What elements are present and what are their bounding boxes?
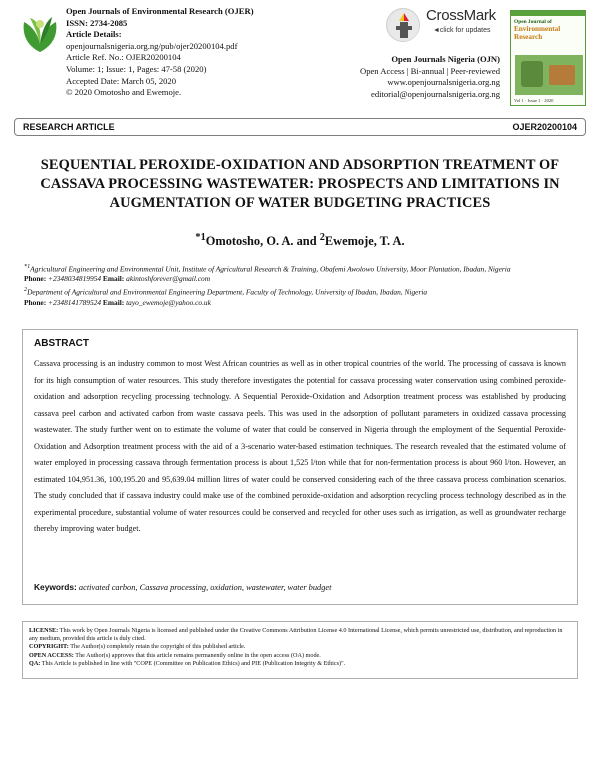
- cover-band: [511, 11, 585, 16]
- open-access-label: OPEN ACCESS:: [29, 651, 74, 659]
- copyright-label: COPYRIGHT:: [29, 643, 69, 651]
- cover-line3: Research: [514, 33, 543, 42]
- accepted-date: Accepted Date: March 05, 2020: [66, 75, 177, 86]
- cover-footer: Vol 1 · Issue 1 · 2020: [514, 98, 554, 103]
- email1[interactable]: akintoshforever@gmail.com: [124, 274, 211, 284]
- phone1: +2348034819954: [46, 274, 103, 284]
- license-line: [29, 627, 571, 643]
- journal-meta: [66, 6, 254, 99]
- license-label: LICENSE:: [29, 627, 59, 634]
- publisher-website[interactable]: www.openjournalsnigeria.org.ng: [387, 77, 500, 88]
- article-type-bar: [14, 118, 586, 136]
- phone2: +2348141789524: [46, 297, 103, 307]
- qa-label: QA:: [29, 659, 41, 667]
- phone1-label: Phone:: [24, 274, 47, 284]
- cover-title: [514, 19, 584, 41]
- keywords-label: Keywords:: [34, 582, 77, 592]
- license-text: This work by Open Journals Nigeria is licensed and published under the Creative Commons Attribution License 4.0 International License, which permits unrestricted use, distribution, and reproduction in any medium, provided this article is duly cited.: [29, 627, 563, 643]
- open-access-text: The Author(s) approves that this article remains permanently online in the open access (OA) mode.: [73, 651, 321, 659]
- qa-notice: [29, 660, 571, 668]
- keywords-list: activated carbon, Cassava processing, oxidation, wastewater, water budget: [76, 583, 332, 592]
- author2-sup: 2: [319, 232, 325, 243]
- author1-sup: *1: [195, 232, 206, 243]
- article-url[interactable]: openjournalsnigeria.org.ng/pub/ojer20200104.pdf: [66, 40, 238, 51]
- aff1-text: Agricultural Engineering and Environmental Unit, Institute of Agricultural Research & Training, Obafemi Awolowo University, Moor Plantation, Ibadan, Nigeria: [30, 264, 511, 274]
- publisher-name: Open Journals Nigeria (OJN): [391, 54, 500, 64]
- publisher-info: [360, 54, 500, 100]
- paper-title: SEQUENTIAL PEROXIDE-OXIDATION AND ADSORPTION TREATMENT OF CASSAVA PROCESSING WASTEWATER: PROSPECTS AND LIMITATIONS IN AUGMENTATION OF WATER BUDGETING PRACTICES: [40, 157, 560, 211]
- aff2-text: Department of Agricultural and Environmental Engineering Department, Faculty of Technology, University of Ibadan, Ibadan, Nigeria: [27, 287, 428, 297]
- article-details-label: Article Details:: [66, 29, 122, 40]
- aff1-sup: *1: [24, 264, 31, 270]
- publisher-email[interactable]: editorial@openjournalsnigeria.org.ng: [371, 88, 500, 99]
- phone2-label: Phone:: [24, 297, 47, 307]
- copyright-line: © 2020 Omotosho and Ewemoje.: [66, 87, 182, 98]
- article-code: OJER20200104: [512, 122, 577, 132]
- volume-line: Volume: 1; Issue: 1, Pages: 47-58 (2020): [66, 63, 207, 74]
- abstract-text: Cassava processing is an industry common to most West African countries as well as in other tropical countries of the world. The processing of cassava is known for its high consumption of water resources. This study therefore investigates the potential for cassava processing water conservation using combined peroxide-oxidation and adsorption recycling processing technology. A Sequential Peroxide-Oxidation and Adsorption treatment process was established by producing cassava peel carbon and activated carbon from waste cassava peels. This was used in the adsorption of pollutant parameters in oxidized cassava processing wastewater. The study further went on to estimate the volume of water that could be conserved in Nigeria through the employment of the Sequential Peroxide-Oxidation and Adsorption treatment process with the aid of a 3-scenario water-based estimation techniques. The research revealed that the estimated volume of water employed in processing cassava through fermentation process is about 1,525 l/ton while that for non-fermentation process is about 960 l/ton. However, an estimated 104,951.36, 100,195.20 and 95,639.04 million litres of water could be conserved considering each of the three cassava process combination scenarios. The study concluded that if cassava industry could make use of the combined peroxide-oxidation and adsorption recycling process technology described as in the experimental procedure, substantial volume of water resources could be conserved and recycled for other uses such as irrigation, as well as groundwater recharge thereby improving water budget.: [34, 359, 566, 533]
- author1: Omotosho, O. A. and: [205, 234, 320, 249]
- email1-label: Email:: [102, 274, 125, 284]
- email2[interactable]: tayo_ewemoje@yahoo.co.uk: [124, 297, 211, 307]
- author2: Ewemoje, T. A.: [324, 234, 405, 249]
- affiliation-2: [24, 286, 580, 307]
- journal-name: Open Journals of Environmental Research (OJER): [66, 6, 254, 16]
- abstract-heading: ABSTRACT: [34, 338, 89, 349]
- affiliation-1: [24, 263, 580, 284]
- aff2-sup: 2: [24, 287, 28, 294]
- publisher-tagline: Open Access | Bi-annual | Peer-reviewed: [359, 65, 500, 76]
- qa-text: This Article is published in line with "COPE (Committee on Publication Ethics) and PIE (Publication Integrity & Ethics)".: [40, 659, 346, 667]
- article-ref: Article Ref. No.: OJER20200104: [66, 52, 181, 63]
- cover-line1: Open Journal of: [514, 19, 552, 25]
- affiliations: [24, 263, 580, 310]
- license-box: [22, 621, 578, 679]
- copyright-notice: [29, 643, 571, 651]
- journal-cover: [510, 10, 586, 106]
- abstract-box: [22, 329, 578, 605]
- page-header: [14, 6, 586, 112]
- open-access-notice: [29, 652, 571, 660]
- crossmark-subtitle: ◄click for updates: [433, 27, 491, 34]
- ojn-logo-icon: [18, 12, 62, 56]
- crossmark-icon: [386, 8, 420, 42]
- email2-label: Email:: [102, 297, 125, 307]
- keywords: [34, 582, 331, 592]
- cover-line2: Environmental: [514, 25, 561, 34]
- article-type: RESEARCH ARTICLE: [23, 122, 115, 132]
- copyright-text: The Author(s) completely retain the copyright of this published article.: [68, 643, 246, 651]
- crossmark-title: CrossMark: [426, 7, 496, 24]
- issn: ISSN: 2734-2085: [66, 17, 128, 28]
- cover-photo-icon: [515, 55, 583, 95]
- authors-line: [0, 232, 600, 249]
- crossmark-badge[interactable]: [386, 6, 504, 46]
